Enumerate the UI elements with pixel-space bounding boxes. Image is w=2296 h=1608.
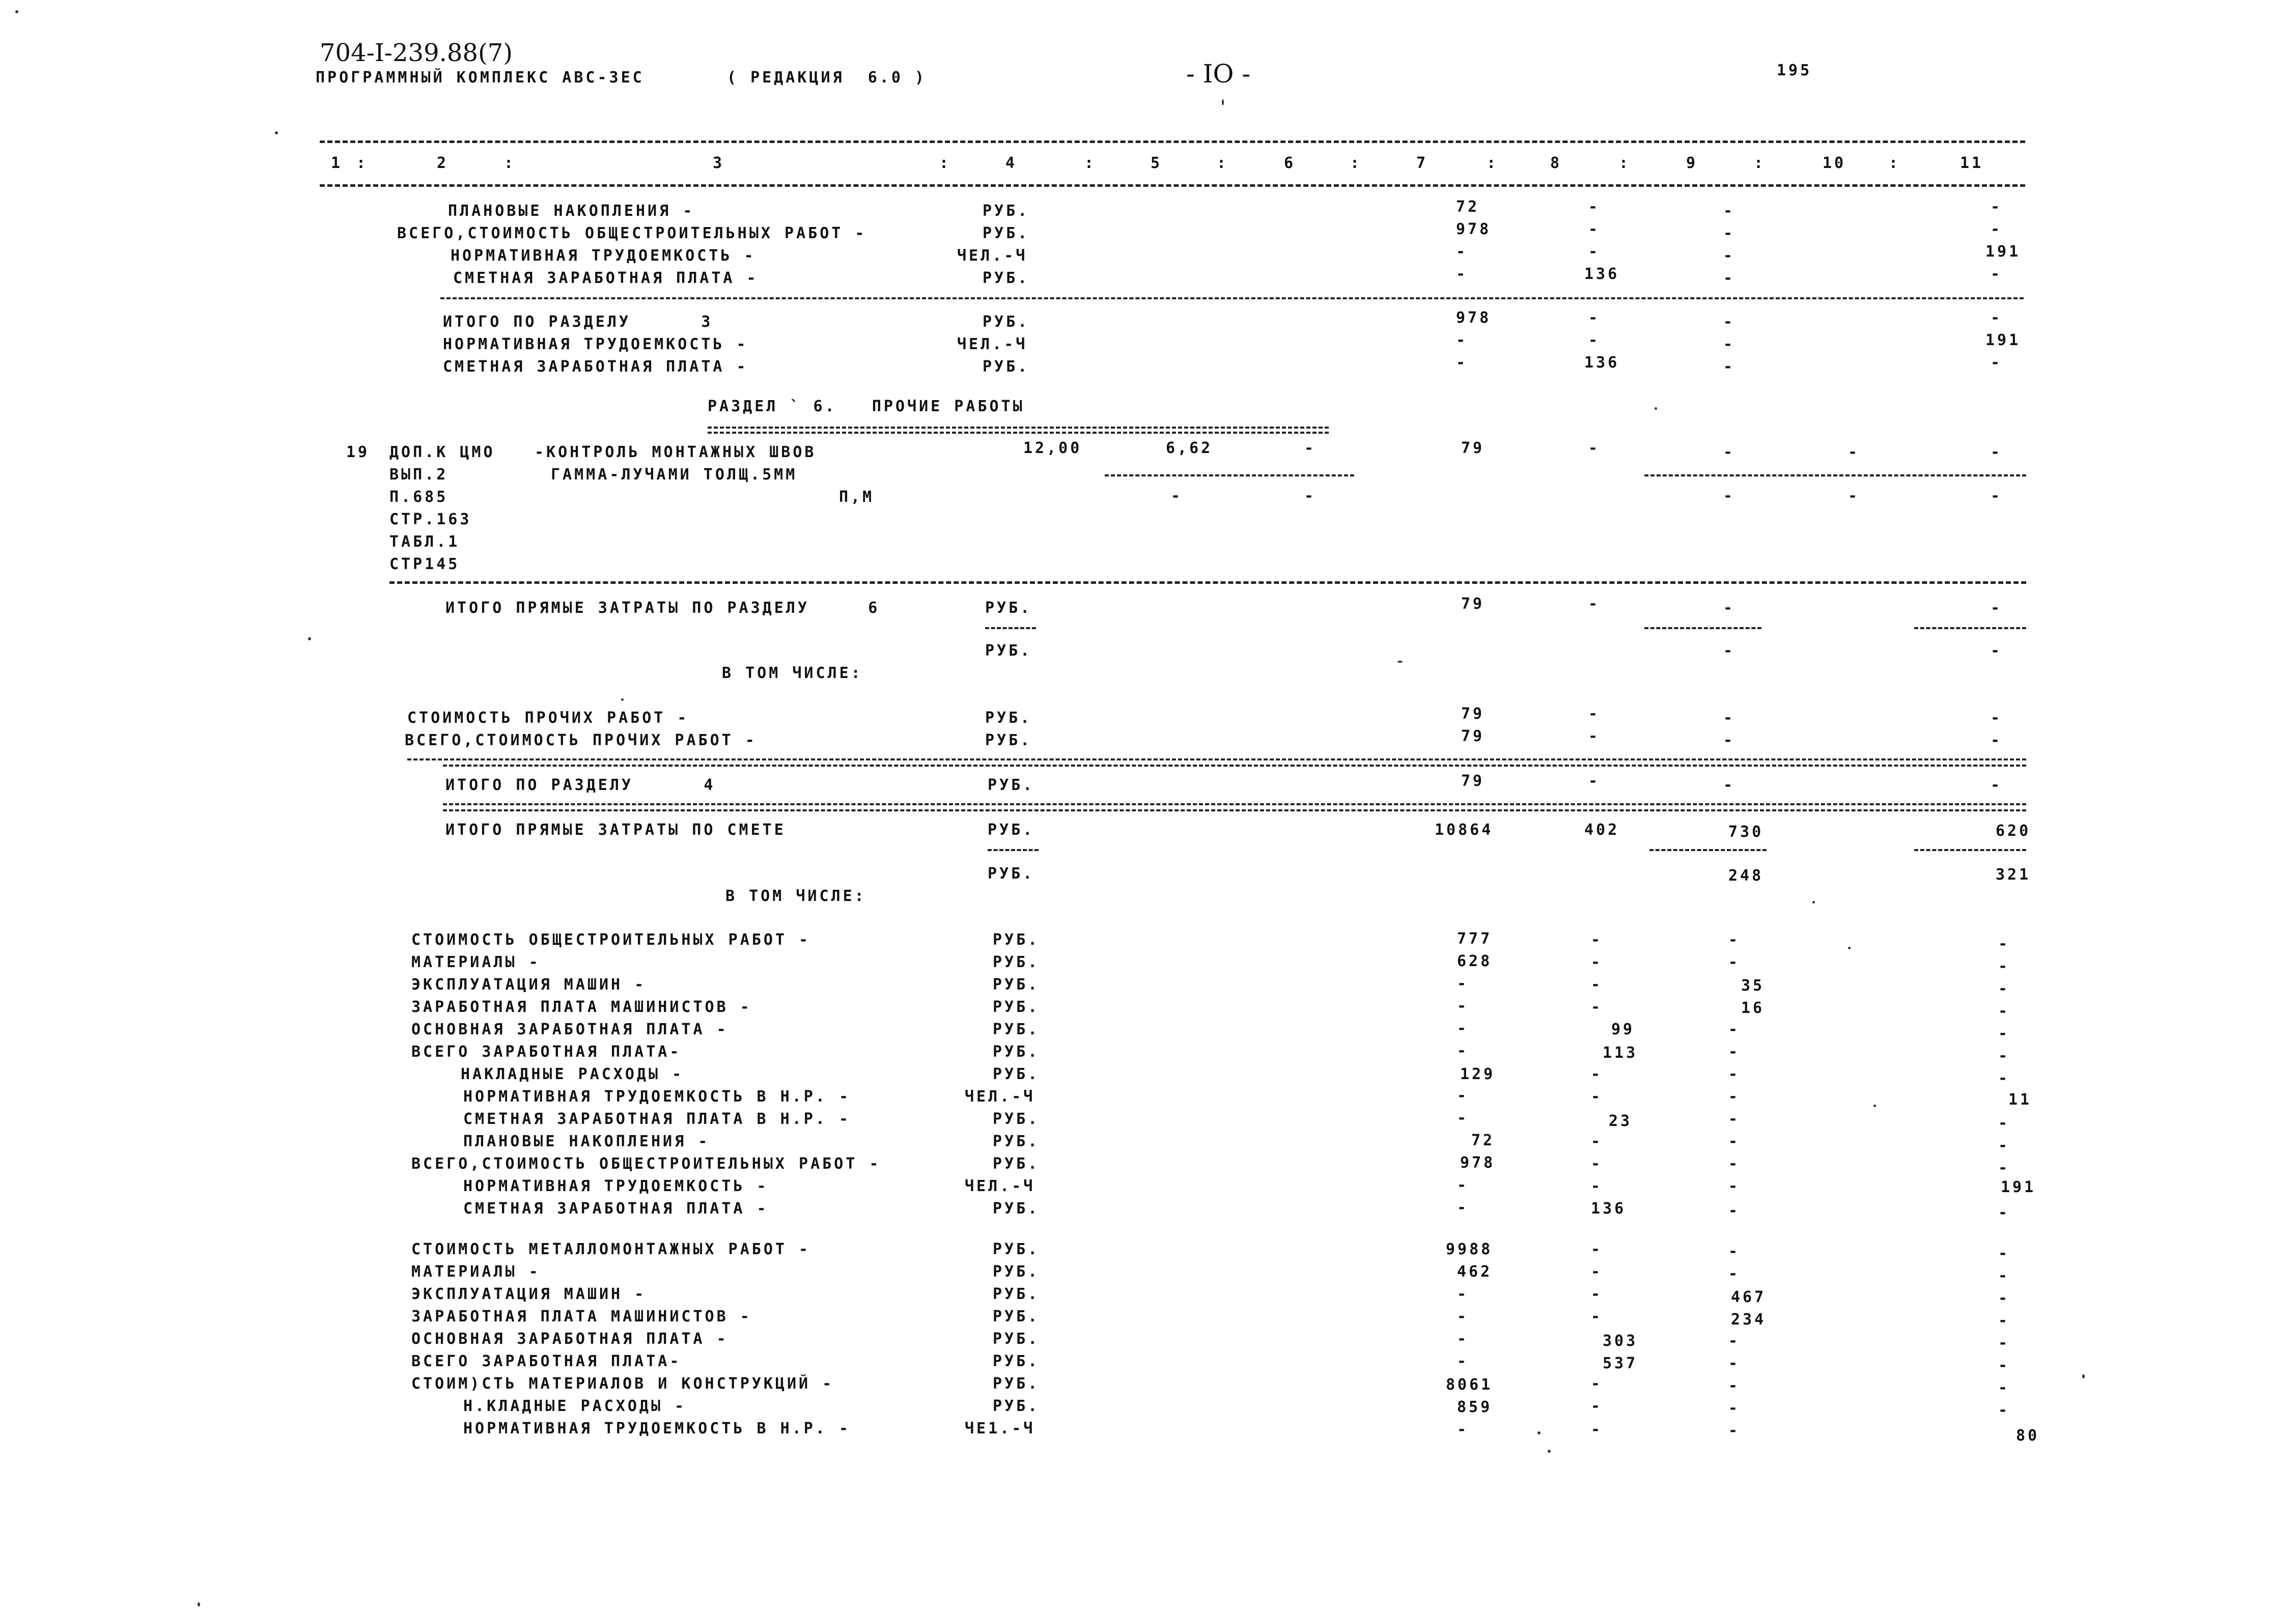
- cell-text: 8061: [1446, 1376, 1493, 1394]
- cell-text: РУБ.: [983, 358, 1030, 376]
- cell-text: -: [1998, 1312, 2010, 1330]
- cell-text: РУБ.: [993, 1200, 1040, 1218]
- cell-text: 129: [1460, 1065, 1496, 1083]
- cell-text: -: [1728, 1399, 1741, 1417]
- cell-text: ВСЕГО ЗАРАБОТНАЯ ПЛАТА-: [411, 1043, 682, 1061]
- cell-text: 99: [1611, 1021, 1635, 1038]
- cell-text: ЧЕ1.-Ч: [965, 1420, 1035, 1437]
- cell-text: -: [1728, 1043, 1741, 1061]
- cell-text: ЭКСПЛУАТАЦИЯ МАШИН -: [411, 976, 647, 994]
- column-separator: :: [356, 154, 369, 172]
- cell-text: -: [1588, 220, 1601, 238]
- cell-text: -: [1728, 1422, 1741, 1440]
- cell-text: -: [1588, 198, 1601, 216]
- column-separator: :: [939, 154, 951, 172]
- cell-text: СТР.163: [389, 511, 472, 528]
- scan-speck: [2082, 1374, 2085, 1378]
- cell-text: МАТЕРИАЛЫ -: [411, 1263, 541, 1281]
- cell-text: -: [1591, 1397, 1603, 1415]
- cell-text: -: [1728, 1355, 1741, 1372]
- cell-text: 136: [1584, 265, 1620, 283]
- col-9: 9: [1686, 154, 1698, 172]
- cell-text: Н.КЛАДНЫЕ РАСХОДЫ -: [463, 1397, 687, 1415]
- cell-text: -: [1723, 247, 1735, 265]
- cell-text: -: [1728, 1065, 1741, 1083]
- cell-text: -: [1591, 1155, 1603, 1173]
- cell-text: 191: [1985, 243, 2021, 261]
- cell-text: -: [1991, 776, 2003, 794]
- col-2: 2: [437, 154, 449, 172]
- cell-text: -: [1728, 1177, 1741, 1195]
- cell-text: -: [1723, 335, 1735, 353]
- cell-text: РУБ.: [993, 1375, 1040, 1393]
- cell-text: -: [1457, 1421, 1469, 1438]
- cell-text: 136: [1591, 1200, 1627, 1218]
- cell-text: ЧЕЛ.-Ч: [957, 335, 1028, 353]
- cell-text: 11: [2008, 1091, 2032, 1109]
- cell-text: РУБ.: [993, 1240, 1040, 1258]
- col-10: 10: [1823, 154, 1846, 172]
- column-separator: :: [1084, 154, 1097, 172]
- cell-text: 80: [2016, 1427, 2040, 1445]
- cell-text: -: [1723, 599, 1735, 617]
- scan-speck: [621, 698, 624, 701]
- cell-text: РУБ.: [988, 865, 1035, 883]
- col-8: 8: [1550, 154, 1562, 172]
- cell-text: РУБ.: [985, 709, 1032, 727]
- cell-text: РУБ.: [993, 1397, 1040, 1415]
- cell-text: ВСЕГО,СТОИМОСТЬ ОБЩЕСТРОИТЕЛЬНЫХ РАБОТ -: [397, 224, 867, 242]
- scan-speck: [1812, 901, 1815, 904]
- cell-text: 79: [1461, 439, 1485, 457]
- scan-speck: [1397, 661, 1403, 663]
- cell-text: -: [1591, 953, 1603, 971]
- cell-text: -: [1998, 1002, 2010, 1020]
- cell-text: -: [1723, 313, 1735, 331]
- cell-text: 777: [1457, 930, 1493, 948]
- cell-text: -: [1171, 487, 1183, 505]
- cell-text: ВСЕГО ЗАРАБОТНАЯ ПЛАТА-: [411, 1352, 682, 1370]
- cell-text: -: [1728, 1332, 1741, 1350]
- cell-text: 79: [1461, 727, 1485, 745]
- cell-text: -: [1591, 1421, 1603, 1438]
- cell-text: ЗАРАБОТНАЯ ПЛАТА МАШИНИСТОВ -: [411, 1308, 752, 1325]
- cell-text: -: [1998, 980, 2010, 998]
- cell-text: -: [1723, 358, 1735, 376]
- cell-text: -: [1998, 957, 2010, 975]
- cell-text: СТОИМ)СТЬ МАТЕРИАЛОВ И КОНСТРУКЦИЙ -: [411, 1375, 834, 1393]
- cell-text: 191: [1985, 331, 2021, 349]
- including-label: В ТОМ ЧИСЛЕ:: [722, 664, 863, 682]
- cell-text: -: [1998, 1114, 2010, 1132]
- col-5: 5: [1151, 154, 1163, 172]
- cell-text: МАТЕРИАЛЫ -: [411, 953, 541, 971]
- rule-top: [320, 140, 2025, 143]
- cell-text: -: [1588, 705, 1601, 723]
- cell-text: 10864: [1435, 821, 1494, 839]
- cell-text: -: [1991, 487, 2003, 505]
- scan-speck: [198, 1602, 200, 1606]
- cell-text: СМЕТНАЯ ЗАРАБОТНАЯ ПЛАТА В Н.Р. -: [463, 1110, 851, 1128]
- cell-text: СТОИМОСТЬ ПРОЧИХ РАБОТ -: [407, 709, 689, 727]
- cell-text: -: [1588, 595, 1601, 613]
- cell-text: ИТОГО ПО РАЗДЕЛУ 3: [443, 313, 713, 331]
- cell-text: -: [1728, 1202, 1741, 1220]
- cell-text: РУБ.: [983, 269, 1030, 287]
- col-7: 7: [1416, 154, 1429, 172]
- cell-text: 12,00: [1023, 439, 1082, 457]
- cell-text: -: [1588, 772, 1601, 790]
- cell-text: РУБ.: [985, 731, 1032, 749]
- cell-text: -: [1998, 1334, 2010, 1352]
- cell-text: РУБ.: [983, 202, 1030, 220]
- cell-text: -: [1456, 243, 1468, 261]
- cell-text: ПЛАНОВЫЕ НАКОПЛЕНИЯ -: [463, 1133, 710, 1150]
- cell-text: -: [1848, 487, 1860, 505]
- cell-text: 620: [1996, 822, 2031, 840]
- cell-text: -: [1591, 1088, 1603, 1106]
- cell-text: -: [1728, 1110, 1741, 1128]
- cell-text: 248: [1728, 867, 1764, 885]
- cell-text: РУБ.: [993, 931, 1040, 949]
- cell-text: -: [1588, 309, 1601, 327]
- cell-text: НОРМАТИВНАЯ ТРУДОЕМКОСТЬ -: [443, 335, 748, 353]
- cell-text: -: [1457, 1042, 1469, 1060]
- cell-text: РУБ.: [993, 1065, 1040, 1083]
- section-title: РАЗДЕЛ ` 6. ПРОЧИЕ РАБОТЫ: [708, 398, 1025, 415]
- cell-text: -: [1723, 776, 1735, 794]
- cell-text: 730: [1728, 823, 1764, 841]
- cell-text: -: [1304, 439, 1317, 457]
- col-11: 11: [1960, 154, 1984, 172]
- cell-text: СМЕТНАЯ ЗАРАБОТНАЯ ПЛАТА -: [453, 269, 759, 287]
- cell-text: 23: [1609, 1112, 1633, 1130]
- cell-text: -: [1991, 599, 2003, 617]
- cell-text: ВЫП.2: [389, 466, 449, 484]
- cell-text: РУБ.: [993, 1352, 1040, 1370]
- cell-text: -: [1588, 243, 1601, 261]
- cell-text: -: [1457, 1176, 1469, 1194]
- cell-text: -: [1304, 487, 1317, 505]
- cell-text: -: [1998, 1379, 2010, 1397]
- cell-text: РУБ.: [983, 224, 1030, 242]
- cell-text: РУБ.: [993, 1155, 1040, 1173]
- cell-text: 79: [1461, 705, 1485, 723]
- cell-text: -: [1991, 265, 2003, 283]
- cell-text: РУБ.: [993, 1133, 1040, 1150]
- cell-text: 978: [1456, 309, 1492, 327]
- cell-text: 35: [1741, 977, 1765, 995]
- cell-text: -: [1591, 1285, 1603, 1303]
- cell-text: РУБ.: [993, 1110, 1040, 1128]
- cell-text: -: [1723, 443, 1735, 461]
- cell-text: -: [1457, 1109, 1469, 1127]
- cell-text: 9988: [1446, 1240, 1493, 1258]
- cell-text: -: [1998, 1401, 2010, 1419]
- program-name: ПРОГРАММНЫЙ КОМПЛЕКС АВС-ЗЕС: [316, 69, 645, 87]
- cell-text: 628: [1457, 952, 1493, 970]
- cell-text: 6,62: [1166, 439, 1213, 457]
- cell-text: -: [1728, 931, 1741, 949]
- cell-text: -: [1728, 1088, 1741, 1106]
- cell-text: ТАБЛ.1: [389, 533, 460, 551]
- cell-text: 234: [1731, 1311, 1767, 1329]
- cell-text: НОРМАТИВНАЯ ТРУДОЕМКОСТЬ В Н.Р. -: [463, 1088, 851, 1106]
- column-separator: :: [1487, 154, 1499, 172]
- cell-text: 72: [1471, 1132, 1495, 1149]
- cell-text: РУБ.: [993, 1308, 1040, 1325]
- cell-text: ПЛАНОВЫЕ НАКОПЛЕНИЯ -: [448, 202, 695, 220]
- cell-text: -: [1991, 443, 2003, 461]
- cell-text: -: [1591, 1308, 1603, 1325]
- cell-text: РУБ.: [993, 1330, 1040, 1348]
- cell-text: -: [1457, 1020, 1469, 1037]
- cell-text: -: [1456, 331, 1468, 349]
- cell-text: 978: [1456, 220, 1492, 238]
- cell-text: ГАММА-ЛУЧАМИ ТОЛЩ.5ММ: [551, 466, 798, 484]
- cell-text: -: [1728, 1243, 1741, 1260]
- col-1: 1: [331, 154, 343, 172]
- cell-text: 462: [1457, 1263, 1493, 1281]
- cell-text: -: [1723, 224, 1735, 242]
- column-separator: :: [1889, 154, 1901, 172]
- cell-text: -: [1457, 1352, 1469, 1370]
- cell-text: РУБ.: [993, 1285, 1040, 1303]
- cell-text: П.685: [389, 488, 449, 506]
- column-separator: :: [504, 154, 516, 172]
- column-separator: :: [1350, 154, 1362, 172]
- cell-text: СМЕТНАЯ ЗАРАБОТНАЯ ПЛАТА -: [443, 358, 748, 376]
- cell-text: -: [1723, 642, 1735, 660]
- scan-speck: [1848, 947, 1851, 949]
- cell-text: -: [1998, 1267, 2010, 1285]
- cell-text: -: [1728, 1155, 1741, 1173]
- cell-text: ОСНОВНАЯ ЗАРАБОТНАЯ ПЛАТА -: [411, 1021, 729, 1038]
- cell-text: -: [1728, 953, 1741, 971]
- cell-text: -: [1723, 487, 1735, 505]
- cell-text: ВСЕГО,СТОИМОСТЬ ПРОЧИХ РАБОТ -: [405, 731, 757, 749]
- cell-text: -: [1998, 1137, 2010, 1154]
- cell-text: -: [1457, 1330, 1469, 1348]
- cell-text: НОРМАТИВНАЯ ТРУДОЕМКОСТЬ -: [451, 247, 756, 265]
- cell-text: НОРМАТИВНАЯ ТРУДОЕМКОСТЬ В Н.Р. -: [463, 1420, 851, 1437]
- cell-text: 303: [1603, 1332, 1638, 1350]
- cell-text: РУБ.: [993, 1021, 1040, 1038]
- cell-text: НАКЛАДНЫЕ РАСХОДЫ -: [461, 1065, 684, 1083]
- cell-text: РУБ.: [993, 1263, 1040, 1281]
- cell-text: ИТОГО ПРЯМЫЕ ЗАТРАТЫ ПО СМЕТЕ: [445, 821, 786, 839]
- cell-text: -: [1998, 1289, 2010, 1307]
- cell-text: -: [1991, 354, 2003, 372]
- cell-text: РУБ.: [988, 776, 1035, 794]
- cell-text: 467: [1731, 1288, 1767, 1306]
- scan-speck: [275, 131, 278, 134]
- cell-text: -: [1723, 709, 1735, 727]
- cell-text: ЗАРАБОТНАЯ ПЛАТА МАШИНИСТОВ -: [411, 998, 752, 1016]
- scan-speck: [1548, 1450, 1551, 1453]
- cell-text: -: [1588, 439, 1601, 457]
- cell-text: 72: [1456, 198, 1480, 216]
- cell-text: СТР145: [389, 555, 460, 573]
- cell-text: -: [1591, 1065, 1603, 1083]
- cell-text: 321: [1996, 866, 2031, 884]
- cell-text: ЧЕЛ.-Ч: [957, 247, 1028, 265]
- cell-text: -: [1991, 642, 2003, 660]
- cell-text: -: [1991, 198, 2003, 216]
- cell-text: -: [1991, 220, 2003, 238]
- cell-text: -: [1998, 1357, 2010, 1374]
- cell-text: -: [1457, 1285, 1469, 1303]
- doc-code: 704-I-239.88(7): [320, 39, 513, 67]
- cell-text: -: [1457, 1199, 1469, 1217]
- column-separator: :: [1754, 154, 1766, 172]
- cell-text: 978: [1460, 1154, 1496, 1172]
- cell-text: -: [1457, 997, 1469, 1015]
- cell-text: -: [1591, 1263, 1603, 1281]
- cell-text: -: [1728, 1021, 1741, 1038]
- cell-text: ЧЕЛ.-Ч: [965, 1088, 1035, 1106]
- cell-text: РУБ.: [983, 313, 1030, 331]
- cell-text: 113: [1603, 1044, 1638, 1062]
- cell-text: РУБ.: [993, 998, 1040, 1016]
- cell-text: НОРМАТИВНАЯ ТРУДОЕМКОСТЬ -: [463, 1177, 769, 1195]
- col-6: 6: [1284, 154, 1296, 172]
- cell-text: ИТОГО ПО РАЗДЕЛУ 4: [445, 776, 716, 794]
- cell-text: СТОИМОСТЬ ОБЩЕСТРОИТЕЛЬНЫХ РАБОТ -: [411, 931, 811, 949]
- cell-text: РУБ.: [993, 953, 1040, 971]
- cell-text: -: [1456, 265, 1468, 283]
- cell-text: ЭКСПЛУАТАЦИЯ МАШИН -: [411, 1285, 647, 1303]
- sheet-number: 195: [1777, 62, 1812, 79]
- scan-speck: [1655, 407, 1657, 410]
- cell-text: 402: [1584, 821, 1620, 839]
- cell-text: -: [1723, 202, 1735, 220]
- cell-text: -: [1588, 331, 1601, 349]
- cell-text: -: [1998, 1069, 2010, 1087]
- cell-text: РУБ.: [993, 1043, 1040, 1061]
- cell-text: РУБ.: [985, 642, 1032, 660]
- cell-text: -: [1457, 1308, 1469, 1325]
- col-4: 4: [1005, 154, 1018, 172]
- cell-text: -: [1456, 354, 1468, 372]
- cell-text: -: [1728, 1133, 1741, 1150]
- cell-text: -: [1591, 998, 1603, 1016]
- cell-text: -: [1998, 1159, 2010, 1177]
- cell-text: -: [1998, 935, 2010, 953]
- cell-text: -: [1591, 1240, 1603, 1258]
- cell-text: -: [1728, 1377, 1741, 1395]
- cell-text: -: [1728, 1265, 1741, 1283]
- cell-text: -: [1998, 1204, 2010, 1222]
- section-underline: [708, 427, 1329, 429]
- cell-text: -: [1588, 727, 1601, 745]
- including-label: В ТОМ ЧИСЛЕ:: [725, 887, 866, 905]
- item-name: -КОНТРОЛЬ МОНТАЖНЫХ ШВОВ: [535, 443, 817, 461]
- cell-text: 79: [1461, 595, 1485, 613]
- item-number: 19: [346, 443, 370, 461]
- cell-text: -: [1723, 269, 1735, 287]
- cell-text: -: [1723, 731, 1735, 749]
- cell-text: -: [1591, 1177, 1603, 1195]
- cell-text: -: [1991, 309, 2003, 327]
- cell-text: РУБ.: [993, 976, 1040, 994]
- rule: [440, 297, 2024, 299]
- page-mark: - IO -: [1186, 59, 1251, 89]
- scan-speck: [1222, 99, 1224, 105]
- cell-text: 136: [1584, 354, 1620, 372]
- cell-text: 537: [1603, 1355, 1638, 1372]
- cell-text: -: [1998, 1245, 2010, 1262]
- cell-text: -: [1848, 443, 1860, 461]
- cell-text: 859: [1457, 1398, 1493, 1416]
- cell-text: ДОП.К ЦМО: [389, 443, 495, 461]
- scan-speck: [308, 637, 311, 640]
- cell-text: -: [1591, 1133, 1603, 1150]
- cell-text: ИТОГО ПРЯМЫЕ ЗАТРАТЫ ПО РАЗДЕЛУ 6: [445, 599, 880, 617]
- item-unit: П,М: [839, 488, 875, 506]
- cell-text: 79: [1461, 772, 1485, 790]
- col-3: 3: [713, 154, 725, 172]
- cell-text: РУБ.: [988, 821, 1035, 839]
- cell-text: 16: [1741, 999, 1765, 1017]
- cell-text: СТОИМОСТЬ МЕТАЛЛОМОНТАЖНЫХ РАБОТ -: [411, 1240, 811, 1258]
- edition: ( РЕДАКЦИЯ 6.0 ): [727, 69, 927, 87]
- scan-speck: [15, 10, 18, 13]
- cell-text: ОСНОВНАЯ ЗАРАБОТНАЯ ПЛАТА -: [411, 1330, 729, 1348]
- column-separator: :: [1619, 154, 1631, 172]
- cell-text: 191: [2001, 1178, 2036, 1196]
- cell-text: -: [1991, 709, 2003, 727]
- cell-text: -: [1457, 1087, 1469, 1105]
- cell-text: ЧЕЛ.-Ч: [965, 1177, 1035, 1195]
- cell-text: СМЕТНАЯ ЗАРАБОТНАЯ ПЛАТА -: [463, 1200, 769, 1218]
- rule-header-bottom: [320, 184, 2025, 187]
- cell-text: -: [1457, 975, 1469, 993]
- column-separator: :: [1217, 154, 1229, 172]
- cell-text: -: [1998, 1025, 2010, 1042]
- scan-speck: [1537, 1431, 1541, 1434]
- cell-text: РУБ.: [985, 599, 1032, 617]
- cell-text: -: [1591, 1375, 1603, 1393]
- cell-text: -: [1591, 931, 1603, 949]
- scan-speck: [1873, 1105, 1876, 1107]
- cell-text: -: [1991, 731, 2003, 749]
- cell-text: -: [1998, 1047, 2010, 1065]
- cell-text: ВСЕГО,СТОИМОСТЬ ОБЩЕСТРОИТЕЛЬНЫХ РАБОТ -: [411, 1155, 881, 1173]
- cell-text: -: [1591, 976, 1603, 994]
